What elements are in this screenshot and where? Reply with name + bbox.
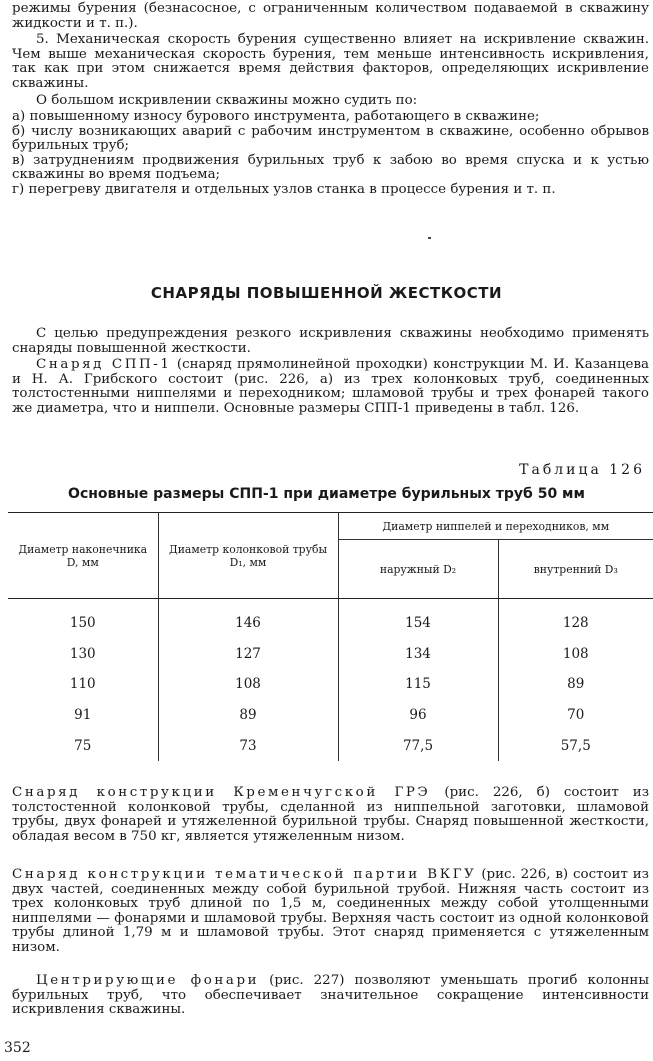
table-row (8, 669, 653, 700)
curvature-signs-list (12, 110, 649, 198)
spaced-term-vkgu: Снаряд конструкции тематической партии ВКГУ (12, 867, 477, 882)
spaced-term-spp1: Снаряд СПП-1 (36, 357, 172, 372)
paragraph-spp1-text: (снаряд прямолинейной проходки) конструкции М. И. Казанцева и Н. А. Грибского состоит (рис. 226, а) из трех колонковых труб, соединенных толстостенными ниппелями и переходником; шламовой трубы и трех фонарей такого же диаметра, что и ниппели. Основные размеры СПП-1 приведены в табл. 126. (12, 357, 649, 416)
table-cell: 89 (567, 676, 585, 693)
table-row (8, 639, 653, 670)
table-cell: 77,5 (338, 730, 498, 761)
paragraph-lead: О большом искривлении скважины можно судить по: (36, 93, 418, 108)
table-cell: 89 (158, 700, 338, 731)
list-item-v: в) затруднениям продвижения бурильных труб к забою во время спуска и к устью скважины во время подъема; (12, 152, 649, 183)
header-inner-diameter: внутренний D₃ (498, 540, 653, 599)
table-cell: 108 (562, 645, 589, 662)
table-cell: 127 (158, 639, 338, 670)
header-core-tube-diameter: Диаметр колонковой трубы D₁, мм (158, 513, 338, 599)
paragraph-kremenchug-text: (рис. 226, б) состоит из толстостенной колонковой трубы, сделанной из ниппельной заготовки, шламовой трубы, двух фонарей и утяжеленной бурильной трубы. Снаряд повышенной жесткости, обладая весом в 750 кг, является утяжеленным низом. (12, 785, 650, 844)
paragraph-vkgu (12, 868, 649, 956)
table-label: Таблица 126 (519, 462, 645, 478)
table-cell: 110 (8, 669, 158, 700)
paragraph-drilling-modes: режимы бурения (безнасосное, с ограниченным количеством подаваемой в скважину жидкости и т. п.). (12, 1, 649, 31)
table-cell: 57,5 (560, 737, 591, 754)
table-row (8, 700, 653, 731)
table-cell: 91 (8, 700, 158, 731)
table-cell: 130 (8, 639, 158, 670)
table-cell: 96 (338, 700, 498, 731)
header-nipple-group: Диаметр ниппелей и переходников, мм (338, 513, 653, 540)
paragraph-vkgu-text: (рис. 226, в) состоит из двух частей, соединенных между собой бурильной трубой. Нижняя часть состоит из трех колонковых труб длиной по 1,5 м, соединенных между собой утолщенными ниппелями — фонарями и шламовой трубы. Верхняя часть состоит из одной колонковой трубы длиной 1,79 м и шламовой трубы. Этот снаряд применяется с утяжеленным низом. (12, 867, 649, 955)
section-heading: СНАРЯДЫ ПОВЫШЕННОЙ ЖЕСТКОСТИ (150, 284, 503, 302)
spaced-term-lanterns: Центрирующие фонари (36, 973, 260, 988)
paragraph-centering-lanterns (12, 974, 649, 1018)
table-cell: 128 (562, 615, 589, 632)
paragraph-kremenchug (12, 786, 649, 844)
table-cell: 134 (338, 639, 498, 670)
table-cell: 108 (158, 669, 338, 700)
table-cell: 75 (8, 730, 158, 761)
list-item-b: б) числу возникающих аварий с рабочим инструментом в скважине, особенно обрывов бурильных труб; (12, 123, 649, 154)
table-cell: 146 (158, 599, 338, 639)
paragraph-centering-lanterns-text: (рис. 227) позволяют уменьшать прогиб колонны бурильных труб, что обеспечивает значительное сокращение интенсивности искривления скважины. (12, 973, 649, 1018)
table-cell: 150 (8, 599, 158, 639)
header-tip-diameter: Диаметр наконечника D, мм (8, 513, 158, 599)
table-cell: 115 (338, 669, 498, 700)
list-item-g: г) перегреву двигателя и отдельных узлов станка в процессе бурения и т. п. (12, 181, 556, 197)
table-cell: 154 (338, 599, 498, 639)
paragraph-spp1 (12, 358, 649, 416)
paragraph-purpose: С целью предупреждения резкого искривления скважины необходимо применять снаряды повышенной жесткости. (12, 326, 649, 356)
print-speck (428, 237, 431, 239)
paragraph-item-5: 5. Механическая скорость бурения существенно влияет на искривление скважин. Чем выше механическая скорость бурения, тем меньше интенсивность искривления, так как при этом снижается время действия факторов, определяющих искривление скважины. (12, 32, 649, 91)
table-caption: Основные размеры СПП-1 при диаметре бурильных труб 50 мм (68, 486, 585, 502)
table-cell: 73 (158, 730, 338, 761)
dimensions-table (8, 512, 653, 761)
page-number: 352 (4, 1040, 31, 1056)
list-item-a: а) повышенному износу бурового инструмента, работающего в скважине; (12, 109, 540, 124)
table-row (8, 730, 653, 761)
header-outer-diameter: наружный D₂ (338, 540, 498, 599)
spaced-term-kremenchug: Снаряд конструкции Кременчугской ГРЭ (12, 785, 431, 800)
table-row (8, 599, 653, 639)
table-cell: 70 (567, 707, 585, 724)
